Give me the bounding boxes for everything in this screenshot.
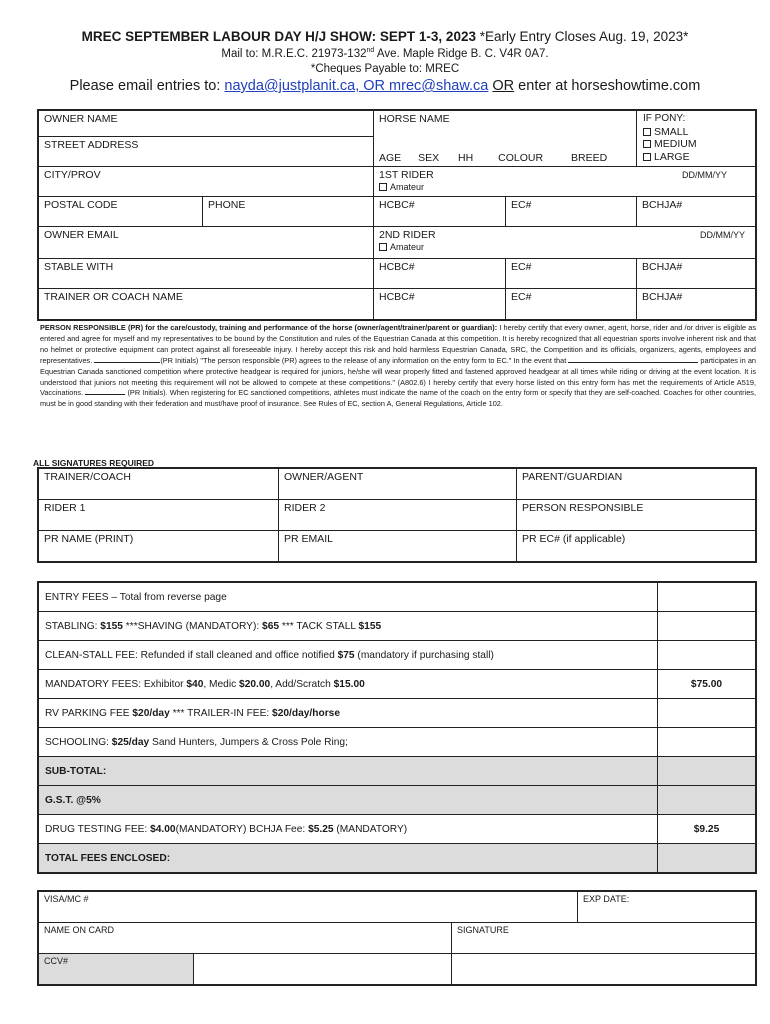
entry-fees-amount[interactable] — [658, 583, 756, 612]
signatures-table — [38, 468, 756, 562]
clean-stall-amount[interactable] — [658, 641, 756, 670]
fee-row — [39, 583, 756, 612]
show-title: MREC SEPTEMBER LABOUR DAY H/J SHOW: SEPT 1-3, 2023 — [81, 29, 476, 44]
email-instructions: Please email entries to: nayda@justplanit.ca, OR mrec@shaw.ca OR enter at horseshowtime.com — [69, 78, 701, 94]
fee-row — [39, 641, 756, 670]
gst-amount[interactable] — [658, 786, 756, 815]
rider3-hcbc-field[interactable]: HCBC# — [374, 289, 506, 320]
rider1-hcbc-field[interactable]: HCBC# — [374, 197, 506, 227]
fee-row — [39, 844, 756, 873]
fees-table — [38, 582, 756, 873]
payment-blank-field[interactable] — [452, 954, 756, 985]
pony-size-field: IF PONY: SMALL MEDIUM LARGE — [637, 111, 756, 167]
stabling-amount[interactable] — [658, 612, 756, 641]
rider1-ec-field[interactable]: EC# — [506, 197, 637, 227]
first-rider-dob: DD/MM/YY — [682, 170, 727, 180]
owner-horse-rider-table — [38, 110, 756, 320]
horse-name-label: HORSE NAME — [379, 113, 450, 125]
schooling-amount[interactable] — [658, 728, 756, 757]
phone-field[interactable]: PHONE — [203, 197, 374, 227]
schooling-label: SCHOOLING: $25/day Sand Hunters, Jumpers & Cross Pole Ring; — [39, 728, 658, 757]
pony-large-checkbox[interactable]: LARGE — [643, 151, 750, 164]
owner-agent-signature[interactable]: OWNER/AGENT — [279, 469, 517, 500]
entry-fees-label: ENTRY FEES – Total from reverse page — [39, 583, 658, 612]
subtotal-amount[interactable] — [658, 757, 756, 786]
pr-initials-blank-2[interactable] — [85, 394, 125, 395]
exp-date-field[interactable]: EXP DATE: — [578, 892, 756, 923]
street-address-field[interactable]: STREET ADDRESS — [39, 137, 374, 167]
total-fees-label: TOTAL FEES ENCLOSED: — [39, 844, 658, 873]
pr-ec-field[interactable]: PR EC# (if applicable) — [517, 531, 756, 562]
second-rider-field[interactable]: 2ND RIDER Amateur DD/MM/YY — [374, 227, 756, 259]
signatures-heading: ALL SIGNATURES REQUIRED — [33, 458, 155, 468]
card-number-field[interactable]: VISA/MC # — [39, 892, 578, 923]
clean-stall-label: CLEAN-STALL FEE: Refunded if stall cleaned and office notified $75 (mandatory if purchasing stall) — [39, 641, 658, 670]
stable-with-field[interactable]: STABLE WITH — [39, 259, 374, 289]
rider3-ec-field[interactable]: EC# — [506, 289, 637, 320]
stabling-label: STABLING: $155 ***SHAVING (MANDATORY): $65 *** TACK STALL $155 — [39, 612, 658, 641]
trainer-coach-signature[interactable]: TRAINER/COACH — [39, 469, 279, 500]
pr-email-field[interactable]: PR EMAIL — [279, 531, 517, 562]
city-prov-field[interactable]: CITY/PROV — [39, 167, 374, 197]
ccv-field[interactable] — [194, 954, 452, 985]
pony-small-checkbox[interactable]: SMALL — [643, 126, 750, 139]
gst-label: G.S.T. @5% — [39, 786, 658, 815]
mandatory-fees-label: MANDATORY FEES: Exhibitor $40, Medic $20.00, Add/Scratch $15.00 — [39, 670, 658, 699]
form-title — [0, 29, 770, 44]
fee-row — [39, 699, 756, 728]
pony-medium-checkbox[interactable]: MEDIUM — [643, 138, 750, 151]
second-rider-dob: DD/MM/YY — [700, 230, 745, 240]
fee-row — [39, 815, 756, 844]
rider1-signature[interactable]: RIDER 1 — [39, 500, 279, 531]
parent-guardian-signature[interactable]: PARENT/GUARDIAN — [517, 469, 756, 500]
early-entry-note: *Early Entry Closes Aug. 19, 2023* — [479, 29, 689, 44]
payment-table — [38, 891, 756, 985]
rider2-signature[interactable]: RIDER 2 — [279, 500, 517, 531]
postal-code-field[interactable]: POSTAL CODE — [39, 197, 203, 227]
drug-testing-label: DRUG TESTING FEE: $4.00(MANDATORY) BCHJA Fee: $5.25 (MANDATORY) — [39, 815, 658, 844]
rider2-ec-field[interactable]: EC# — [506, 259, 637, 289]
email-links[interactable]: nayda@justplanit.ca, OR mrec@shaw.ca — [224, 78, 489, 94]
subtotal-label: SUB-TOTAL: — [39, 757, 658, 786]
rider2-hcbc-field[interactable]: HCBC# — [374, 259, 506, 289]
mandatory-fees-amount[interactable]: $75.00 — [658, 670, 756, 699]
fee-row — [39, 728, 756, 757]
second-rider-amateur-checkbox[interactable]: Amateur — [379, 241, 750, 253]
owner-email-field[interactable]: OWNER EMAIL — [39, 227, 374, 259]
owner-name-field[interactable]: OWNER NAME — [39, 111, 374, 137]
pr-name-field[interactable]: PR NAME (PRINT) — [39, 531, 279, 562]
trainer-coach-name-field[interactable]: TRAINER OR COACH NAME — [39, 289, 374, 320]
person-responsible-signature[interactable]: PERSON RESPONSIBLE — [517, 500, 756, 531]
total-fees-amount[interactable] — [658, 844, 756, 873]
rider2-bchja-field[interactable]: BCHJA# — [637, 259, 756, 289]
rider1-bchja-field[interactable]: BCHJA# — [637, 197, 756, 227]
first-rider-amateur-checkbox[interactable]: Amateur — [379, 181, 750, 193]
legal-declaration: PERSON RESPONSIBLE (PR) for the care/custody, training and performance of the horse (owner/agent/trainer/parent or guardian): I hereby certify that every owner, agent, horse, rider and /or driver is eligible as entered and agree for myself and my representatives to be bound by the Constitution and rules of the Equestrian Canada at this competition. It is hereby recognized that all equestrian sports involve inherent risk and that no helmet or protective equipment can protect against all foreseeable injury. I hereby accept this risk and hold harmless Equestrian Canada, SRC, the Competition and its officials, organizers, agents, employees and representatives. (PR Initials) "The person responsible (PR) agrees to the release of any information on the entry form to EC." In the event that participates in an Equestrian Canada sanctioned competition where protective headgear is required for juniors, he/she will wear properly fitted and fastened approved headgear at all times while riding or driving at the event location. It is understood that juniors not meeting this requirement will not be allowed to compete at these competitions." (A802.6) I hereby certify that every horse listed on this entry form has met the requirements of Article A519, Vaccinations. (PR Initials). When registering for EC sanctioned competitions, athletes must indicate the name of the coach on the entry form or specify that they are self-coached. Coaches for other countries, must be in good standing with their federation and must/have proof of insurance. See Rules of EC, section A, General Regulations, Article 102. — [40, 323, 757, 409]
pr-initials-blank-1[interactable] — [94, 362, 160, 363]
card-signature-field[interactable]: SIGNATURE — [452, 923, 756, 954]
rider3-bchja-field[interactable]: BCHJA# — [637, 289, 756, 320]
mailing-address: Mail to: M.R.E.C. 21973-132nd Ave. Maple Ridge B. C. V4R 0A7. — [221, 47, 549, 60]
cheques-note: *Cheques Payable to: MREC — [310, 63, 460, 75]
first-rider-field[interactable]: 1ST RIDER Amateur DD/MM/YY — [374, 167, 756, 197]
fee-row — [39, 786, 756, 815]
fee-row — [39, 757, 756, 786]
drug-testing-amount[interactable]: $9.25 — [658, 815, 756, 844]
fee-row — [39, 670, 756, 699]
rv-parking-amount[interactable] — [658, 699, 756, 728]
rv-parking-label: RV PARKING FEE $20/day *** TRAILER-IN FEE: $20/day/horse — [39, 699, 658, 728]
fee-row — [39, 612, 756, 641]
junior-name-blank[interactable] — [568, 362, 698, 363]
ccv-label: CCV# — [39, 954, 194, 985]
horse-info-field[interactable]: HORSE NAME AGE SEX HH COLOUR BREED — [374, 111, 637, 167]
name-on-card-field[interactable]: NAME ON CARD — [39, 923, 452, 954]
